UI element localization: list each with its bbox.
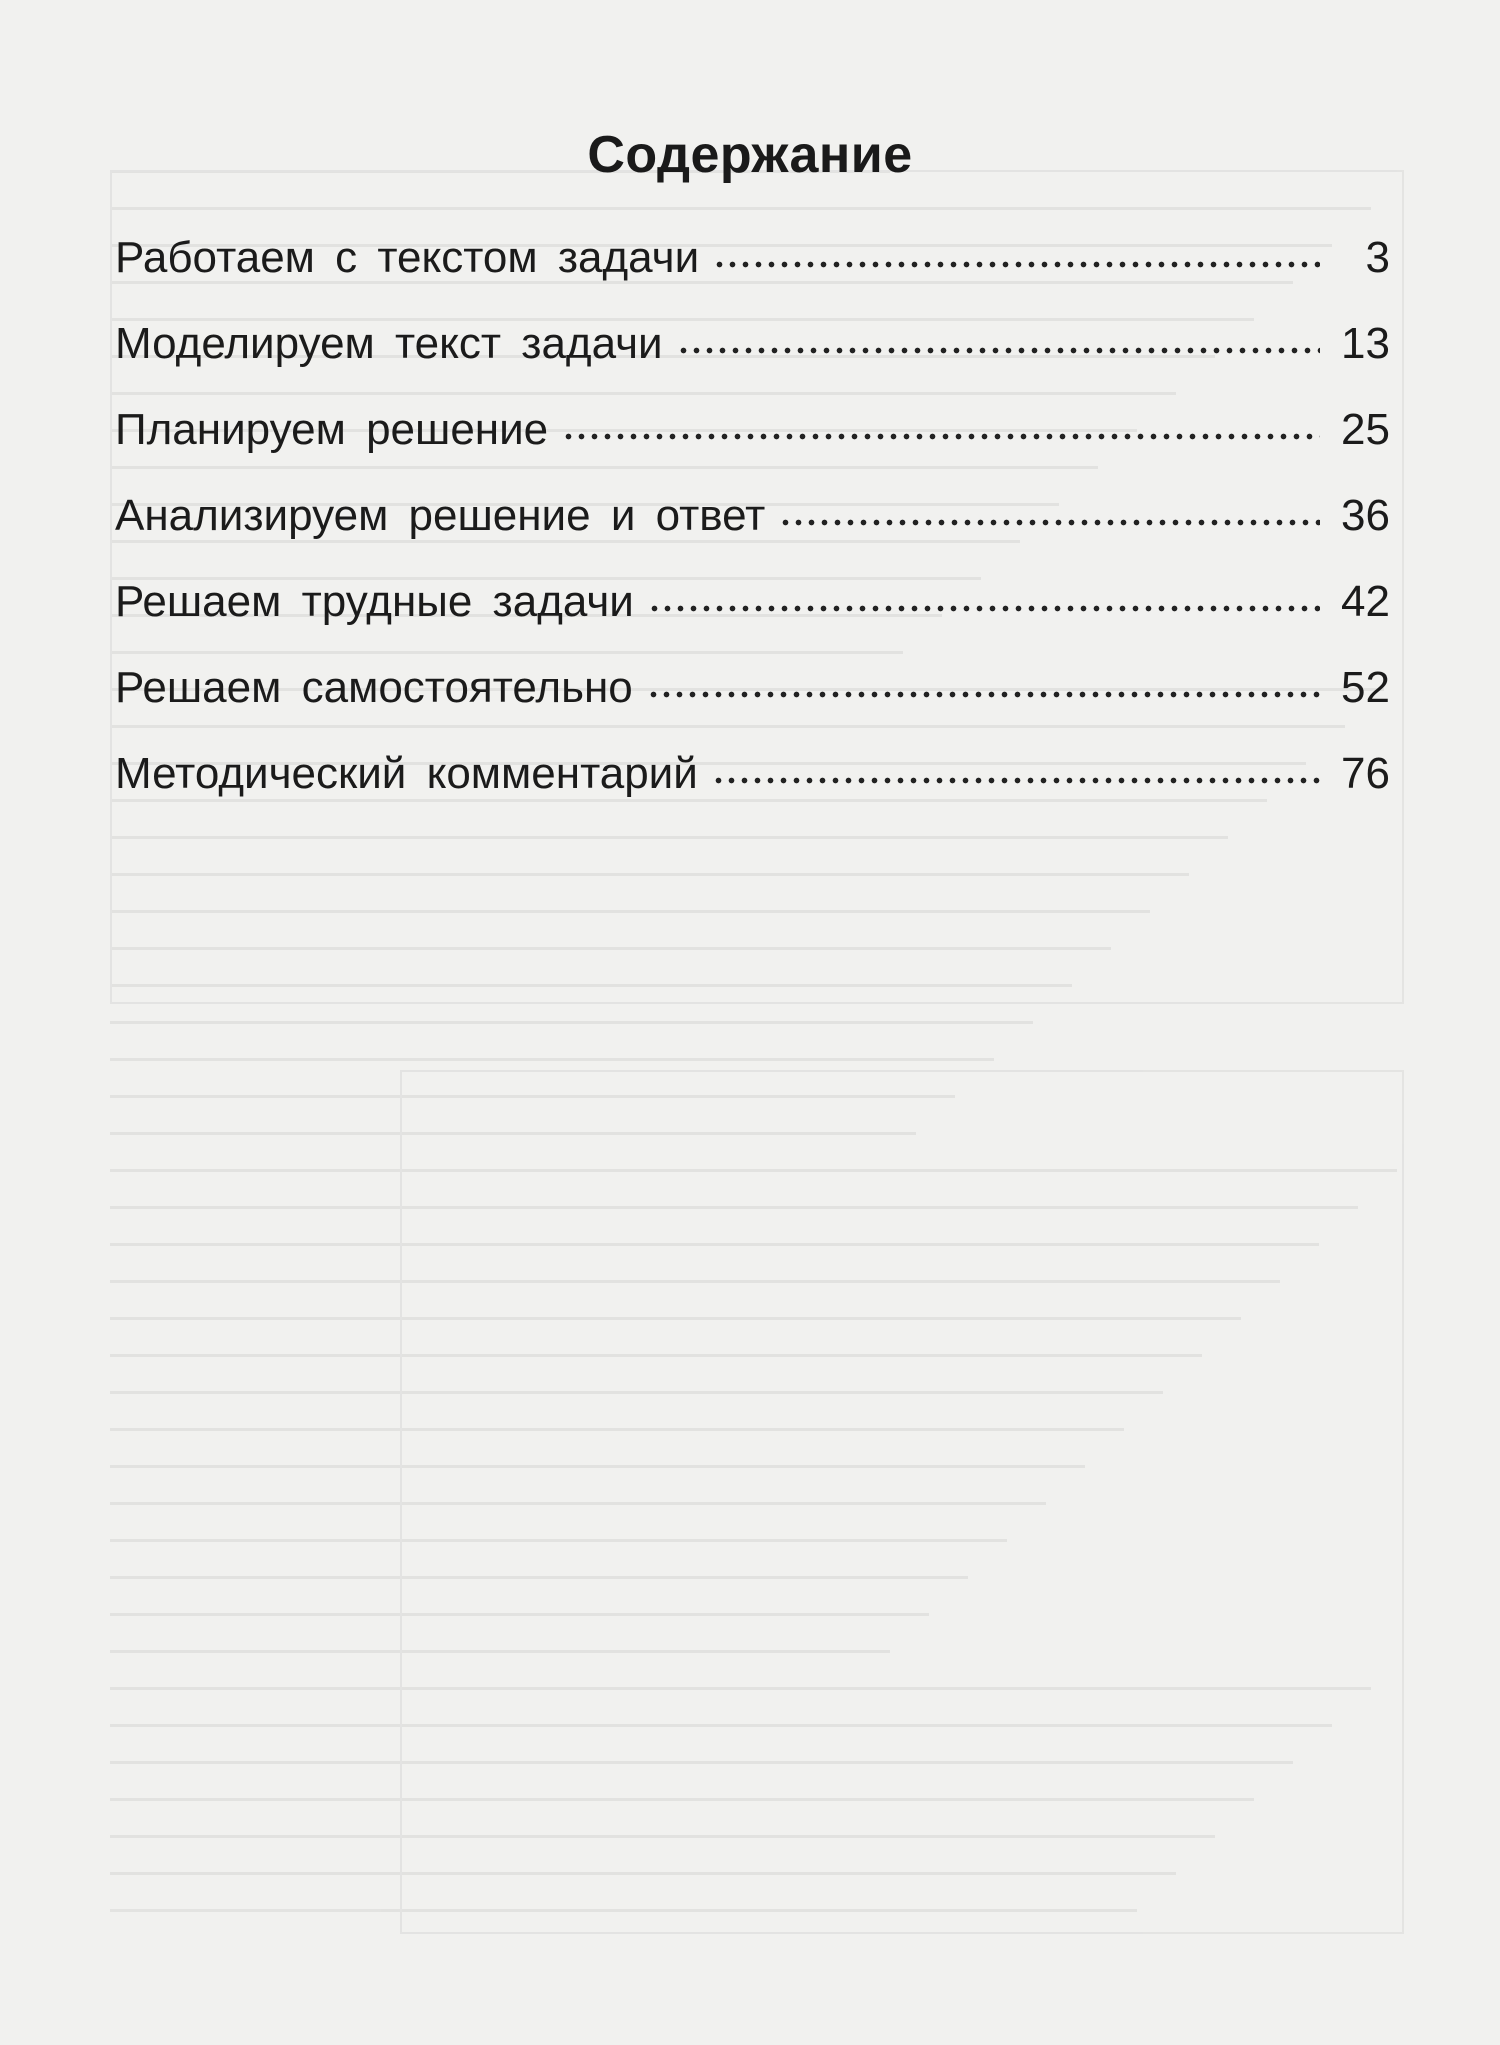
toc-entry-page: 76 [1341,749,1390,798]
bleed-through-line [110,947,1111,950]
bleed-through-line [110,1095,955,1098]
bleed-through-line [110,1576,968,1579]
dot-leader [562,414,1320,458]
bleed-through-line [110,1243,1319,1246]
toc-entry-page: 36 [1341,491,1390,540]
toc-entry-label: Моделируем текст задачи [115,319,663,368]
toc-entry-page: 13 [1341,319,1390,368]
bleed-through-line [110,1391,1163,1394]
toc-entry-label: Анализируем решение и ответ [115,491,766,540]
bleed-through-line [110,1169,1397,1172]
page-title: Содержание [587,126,913,184]
bleed-through-line [110,873,1189,876]
dot-leader [648,586,1320,630]
bleed-through-line [110,1613,929,1616]
bleed-through-line [110,1539,1007,1542]
bleed-through-line [110,1428,1124,1431]
bleed-through-line [110,1502,1046,1505]
bleed-through-line [110,1798,1254,1801]
toc-entry[interactable] [115,215,1390,301]
toc-entry-page: 25 [1341,405,1390,454]
bleed-through-line [110,207,1371,210]
bleed-through-line [110,1835,1215,1838]
dot-leader [647,672,1320,716]
dot-leader [712,758,1320,802]
bleed-through-line [110,1280,1280,1283]
toc-entry-page: 3 [1365,233,1390,282]
toc-entry-label: Методический комментарий [115,749,698,798]
dot-leader [713,242,1320,286]
toc-entry-label: Решаем самостоятельно [115,663,633,712]
toc-entry[interactable] [115,731,1390,817]
toc-entry-label: Работаем с текстом задачи [115,233,700,282]
bleed-through-line [110,1687,1371,1690]
toc-entry[interactable] [115,387,1390,473]
bleed-through-line [110,1724,1332,1727]
dot-leader [779,500,1320,544]
bleed-through-line [110,836,1228,839]
bleed-through-line [110,1132,916,1135]
bleed-through-line [110,1872,1176,1875]
bleed-through-line [110,1317,1241,1320]
toc-entry-label: Решаем трудные задачи [115,577,634,626]
toc-entry-label: Планируем решение [115,405,549,454]
bleed-through-line [110,1650,890,1653]
bleed-through-line [110,1761,1293,1764]
bleed-through-line [110,1909,1137,1912]
table-of-contents [115,215,1390,817]
toc-entry[interactable] [115,473,1390,559]
bleed-through-line [110,1206,1358,1209]
toc-entry-page: 52 [1341,663,1390,712]
toc-entry-page: 42 [1341,577,1390,626]
bleed-through-line [110,1465,1085,1468]
bleed-through-line [110,1021,1033,1024]
bleed-through-line [110,1354,1202,1357]
bleed-through-line [110,1058,994,1061]
toc-entry[interactable] [115,559,1390,645]
toc-entry[interactable] [115,301,1390,387]
dot-leader [677,328,1320,372]
bleed-through-line [110,910,1150,913]
bleed-through-line [110,984,1072,987]
toc-entry[interactable] [115,645,1390,731]
